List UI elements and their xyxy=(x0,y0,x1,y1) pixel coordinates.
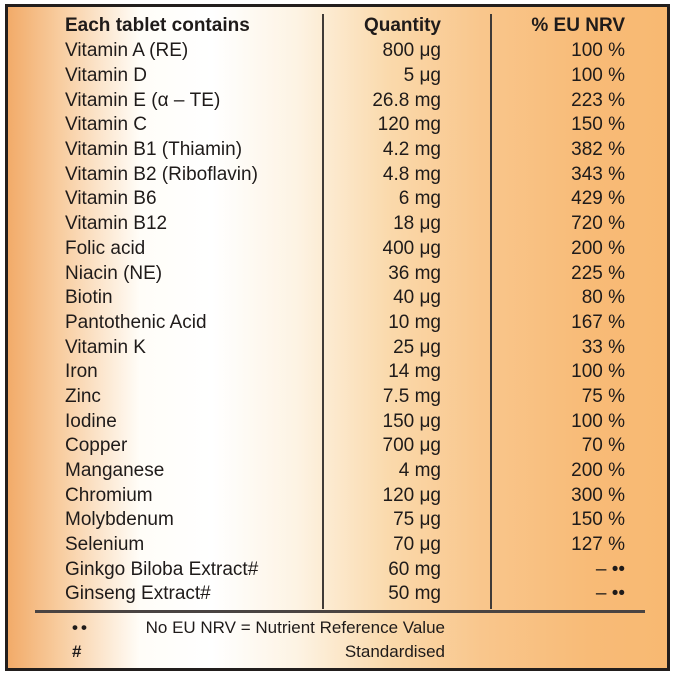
row-nrv: 200 % xyxy=(571,460,625,482)
row-quantity: 5 μg xyxy=(403,65,441,87)
row-name: Chromium xyxy=(65,484,153,506)
row-nrv: 127 % xyxy=(571,534,625,556)
row-nrv: 100 % xyxy=(571,361,625,383)
table-row xyxy=(8,459,667,484)
row-quantity: 75 μg xyxy=(393,509,441,531)
row-name: Niacin (NE) xyxy=(65,262,163,284)
table-header-row xyxy=(8,13,667,39)
row-quantity: 50 mg xyxy=(388,583,441,605)
footnote-nrv xyxy=(8,618,667,640)
table-row xyxy=(8,533,667,558)
row-quantity: 400 μg xyxy=(382,237,441,259)
column-header-contains: Each tablet contains xyxy=(65,15,250,36)
table-row xyxy=(8,162,667,187)
row-quantity: 7.5 mg xyxy=(382,385,441,407)
row-quantity: 40 μg xyxy=(393,287,441,309)
table-row xyxy=(8,212,667,237)
row-name: Vitamin B12 xyxy=(65,213,168,235)
row-name: Iron xyxy=(65,361,98,383)
row-quantity: 6 mg xyxy=(398,188,441,210)
row-quantity: 70 μg xyxy=(393,534,441,556)
row-nrv: 429 % xyxy=(571,188,625,210)
row-nrv: 382 % xyxy=(571,139,625,161)
footnote-standardised-text: Standardised xyxy=(344,642,445,661)
row-nrv: 100 % xyxy=(571,40,625,62)
row-name: Vitamin B6 xyxy=(65,188,157,210)
row-nrv: 80 % xyxy=(581,287,625,309)
row-name: Vitamin D xyxy=(65,65,148,87)
row-name: Vitamin B2 (Riboflavin) xyxy=(65,163,258,185)
row-nrv: 343 % xyxy=(571,163,625,185)
row-name: Copper xyxy=(65,435,128,457)
row-name: Selenium xyxy=(65,534,145,556)
row-name: Zinc xyxy=(65,385,101,407)
row-quantity: 700 μg xyxy=(382,435,441,457)
table-row xyxy=(8,434,667,459)
table-row xyxy=(8,64,667,89)
table-row xyxy=(8,39,667,64)
row-quantity: 25 μg xyxy=(393,336,441,358)
row-nrv: 150 % xyxy=(571,509,625,531)
row-quantity: 60 mg xyxy=(388,558,441,580)
row-name: Manganese xyxy=(65,460,165,482)
panel-inner xyxy=(8,7,667,668)
row-nrv: – •• xyxy=(595,558,625,580)
footnote-separator-line xyxy=(35,610,645,613)
column-header-nrv: % EU NRV xyxy=(531,15,625,36)
table-row xyxy=(8,311,667,336)
row-name: Molybdenum xyxy=(65,509,174,531)
row-quantity: 10 mg xyxy=(388,311,441,333)
table-row xyxy=(8,138,667,163)
footnote-standardised xyxy=(8,642,667,664)
row-name: Ginseng Extract# xyxy=(65,583,211,605)
row-quantity: 26.8 mg xyxy=(372,89,441,111)
row-name: Ginkgo Biloba Extract# xyxy=(65,558,259,580)
table-row xyxy=(8,557,667,582)
table-row xyxy=(8,508,667,533)
row-nrv: 167 % xyxy=(571,311,625,333)
row-nrv: 100 % xyxy=(571,65,625,87)
row-nrv: 33 % xyxy=(581,336,625,358)
row-name: Vitamin A (RE) xyxy=(65,40,189,62)
row-nrv: – •• xyxy=(595,583,625,605)
row-nrv: 70 % xyxy=(581,435,625,457)
table-row xyxy=(8,409,667,434)
row-quantity: 14 mg xyxy=(388,361,441,383)
row-name: Vitamin E (α – TE) xyxy=(65,89,221,111)
row-name: Vitamin B1 (Thiamin) xyxy=(65,139,243,161)
table-row xyxy=(8,360,667,385)
row-name: Vitamin C xyxy=(65,114,148,136)
row-quantity: 4.2 mg xyxy=(382,139,441,161)
row-nrv: 223 % xyxy=(571,89,625,111)
row-quantity: 800 μg xyxy=(382,40,441,62)
row-quantity: 150 μg xyxy=(382,410,441,432)
table-row xyxy=(8,385,667,410)
table-body xyxy=(8,39,667,607)
table-row xyxy=(8,483,667,508)
row-name: Vitamin K xyxy=(65,336,146,358)
footnote-hash-marker: # xyxy=(72,642,85,661)
table-row xyxy=(8,261,667,286)
row-nrv: 225 % xyxy=(571,262,625,284)
table-row xyxy=(8,113,667,138)
row-quantity: 120 mg xyxy=(377,114,441,136)
footnote-bullets-marker: •• xyxy=(72,618,90,637)
row-nrv: 150 % xyxy=(571,114,625,136)
row-nrv: 300 % xyxy=(571,484,625,506)
table-row xyxy=(8,237,667,262)
row-nrv: 720 % xyxy=(571,213,625,235)
row-name: Iodine xyxy=(65,410,117,432)
row-quantity: 4.8 mg xyxy=(382,163,441,185)
row-name: Biotin xyxy=(65,287,113,309)
footnote-nrv-text: No EU NRV = Nutrient Reference Value xyxy=(145,618,445,637)
table-row xyxy=(8,187,667,212)
row-name: Folic acid xyxy=(65,237,146,259)
row-name: Pantothenic Acid xyxy=(65,311,207,333)
row-nrv: 75 % xyxy=(581,385,625,407)
row-nrv: 200 % xyxy=(571,237,625,259)
table-row xyxy=(8,88,667,113)
row-quantity: 36 mg xyxy=(388,262,441,284)
table-row xyxy=(8,582,667,607)
supplement-facts-panel xyxy=(5,4,670,671)
table-row xyxy=(8,286,667,311)
row-nrv: 100 % xyxy=(571,410,625,432)
row-quantity: 120 μg xyxy=(382,484,441,506)
row-quantity: 4 mg xyxy=(398,460,441,482)
column-header-quantity: Quantity xyxy=(363,15,441,36)
table-row xyxy=(8,335,667,360)
row-quantity: 18 μg xyxy=(393,213,441,235)
